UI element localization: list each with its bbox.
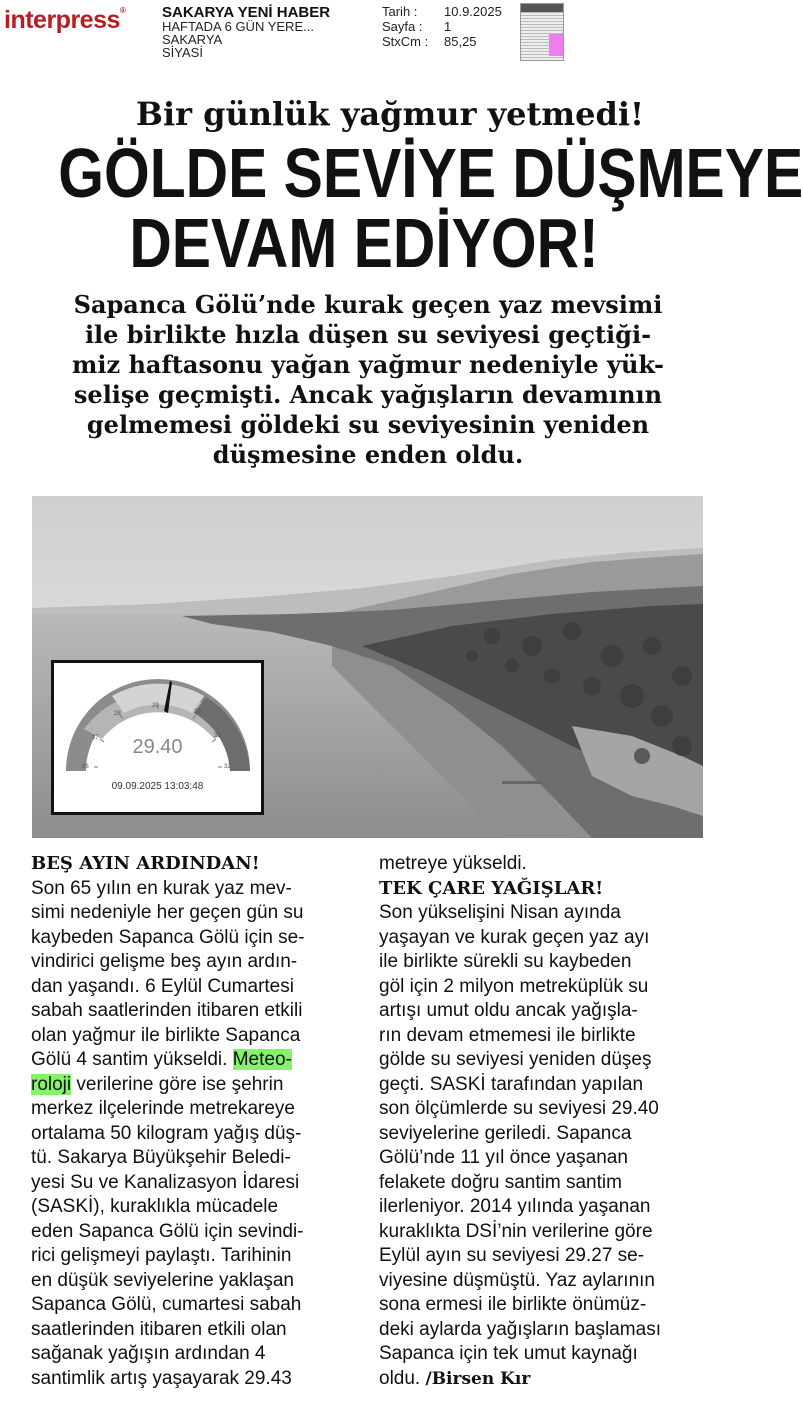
headline-line: GÖLDE SEVİYE DÜŞMEYE: [58, 134, 803, 212]
article-column-left: [31, 852, 361, 1391]
article-kicker: Bir günlük yağmur yetmedi!: [135, 95, 645, 133]
body-line: vindirici gelişme beş ayın ardın-: [31, 951, 298, 972]
section-subhead: TEK ÇARE YAĞIŞLAR!: [379, 877, 604, 899]
body-line: oldu. /Birsen Kır: [379, 1367, 531, 1389]
highlighted-word: Meteo-: [232, 1049, 292, 1070]
body-line: son ölçümlerde su seviyesi 29.40: [379, 1098, 659, 1119]
article-lead: [28, 290, 708, 470]
body-line: merkez ilçelerinde metrekareye: [31, 1098, 295, 1119]
body-line: ortalama 50 kilogram yağış düş-: [31, 1122, 302, 1144]
article-column-right: [379, 852, 709, 1391]
body-line: tü. Sakarya Büyükşehir Beledi-: [31, 1147, 291, 1168]
lead-line: selişe geçmişti. Ancak yağışların devamının: [73, 380, 663, 409]
gauge-tick: 32: [224, 764, 231, 770]
date-label: Tarih :: [382, 4, 418, 19]
author-byline: /Birsen Kır: [425, 1368, 531, 1389]
body-line: felakete doğru santim santim: [379, 1171, 622, 1193]
body-line: Gölü 4 santim yükseldi. Meteo-: [31, 1049, 292, 1070]
body-line: Gölü’nde 11 yıl önce yaşanan: [379, 1147, 628, 1168]
body-line: en düşük seviyelerine yaklaşan: [31, 1269, 294, 1291]
gauge-tick: 27: [92, 735, 99, 741]
lead-line: miz haftasonu yağan yağmur nedeniyle yük-: [71, 350, 665, 379]
body-line: olan yağmur ile birlikte Sapanca: [31, 1024, 301, 1046]
body-line: kuraklıkta DSİ’nin verilerine göre: [379, 1220, 653, 1242]
water-level-gauge: [51, 660, 264, 815]
clipping-meta: [382, 4, 502, 49]
lead-line: ile birlikte hızla düşen su seviyesi geçtiği-: [84, 320, 652, 349]
body-line: dan yaşandı. 6 Eylül Cumartesi: [31, 975, 294, 997]
body-line: geçti. SASKİ tarafından yapılan: [379, 1073, 644, 1095]
body-line: gölde su seviyesi yeniden düşeş: [379, 1049, 652, 1070]
highlighted-word: roloji: [31, 1073, 72, 1095]
publication-region: SAKARYA: [162, 32, 223, 47]
date-value: 10.9.2025: [444, 4, 502, 19]
page-value: 1: [444, 19, 452, 34]
source-info: [162, 5, 330, 59]
lead-line: Sapanca Gölü’nde kurak geçen yaz mevsimi: [73, 290, 663, 319]
body-line: sabah saatlerinden itibaren etkili: [31, 1000, 303, 1021]
size-value: 85,25: [444, 34, 477, 49]
body-line: viyesine düşmüştü. Yaz aylarının: [379, 1269, 655, 1291]
headline-line: DEVAM EDİYOR!: [129, 204, 599, 282]
gauge-tick: 31: [214, 733, 221, 739]
publication-frequency: HAFTADA 6 GÜN YERE...: [162, 19, 314, 34]
size-label: StxCm :: [382, 34, 429, 49]
publication-category: SİYASİ: [162, 45, 203, 60]
body-line: Son 65 yılın en kurak yaz mev-: [31, 877, 292, 899]
body-line: sona ermesi ile birlikte önümüz-: [379, 1294, 647, 1315]
body-line: Sapanca için tek umut kaynağı: [379, 1343, 638, 1364]
body-line: yesi Su ve Kanalizasyon İdaresi: [31, 1171, 300, 1193]
gauge-tick: 28: [114, 711, 121, 717]
interpress-logo: interpress®: [4, 6, 126, 34]
page-thumbnail[interactable]: [520, 3, 564, 61]
body-line: rici gelişmeyi paylaştı. Tarihinin: [31, 1245, 292, 1266]
body-line: ilerleniyor. 2014 yılında yaşanan: [379, 1196, 651, 1217]
clipping-header: [0, 0, 725, 66]
body-line: santimlik artış yaşayarak 29.43: [31, 1367, 292, 1389]
page-label: Sayfa :: [382, 19, 423, 34]
body-line: saatlerinden itibaren etkili olan: [31, 1318, 287, 1340]
body-line: Son yükselişini Nisan ayında: [379, 902, 621, 923]
body-line: kaybeden Sapanca Gölü için se-: [31, 926, 305, 948]
gauge-tick: 30: [194, 709, 201, 715]
body-line: artışı umut oldu ancak yağışla-: [379, 1000, 638, 1021]
body-line: ile birlikte sürekli su kaybeden: [379, 951, 632, 972]
section-subhead: BEŞ AYIN ARDINDAN!: [31, 853, 260, 874]
body-line: (SASKİ), kuraklıkla mücadele: [31, 1196, 279, 1217]
lead-line: düşmesine enden oldu.: [212, 440, 524, 469]
lead-line: gelmemesi göldeki su seviyesinin yeniden: [86, 410, 650, 439]
body-line: sağanak yağışın ardından 4: [31, 1343, 266, 1364]
body-line: metreye yükseldi.: [379, 853, 527, 874]
gauge-timestamp: 09.09.2025 13:03:48: [111, 781, 204, 792]
body-line: simi nedeniyle her geçen gün su: [31, 902, 304, 923]
publication-name: SAKARYA YENİ HABER: [162, 4, 331, 21]
body-line: roloji verilerine göre ise şehrin: [31, 1073, 284, 1095]
gauge-tick: 26: [82, 764, 89, 770]
body-line: yaşayan ve kurak geçen yaz ayı: [379, 926, 650, 948]
gauge-tick: 29: [152, 703, 159, 709]
body-line: Sapanca Gölü, cumartesi sabah: [31, 1294, 302, 1315]
body-line: eden Sapanca Gölü için sevindi-: [31, 1220, 304, 1242]
body-line: seviyelerine geriledi. Sapanca: [379, 1122, 632, 1144]
body-line: Eylül ayın su seviyesi 29.27 se-: [379, 1245, 645, 1266]
article-headline: [58, 134, 803, 282]
gauge-value: 29.40: [132, 736, 183, 758]
body-line: deki aylarda yağışların başlaması: [379, 1318, 661, 1340]
body-line: göl için 2 milyon metreküplük su: [379, 975, 649, 997]
body-line: rın devam etmemesi ile birlikte: [379, 1024, 636, 1046]
